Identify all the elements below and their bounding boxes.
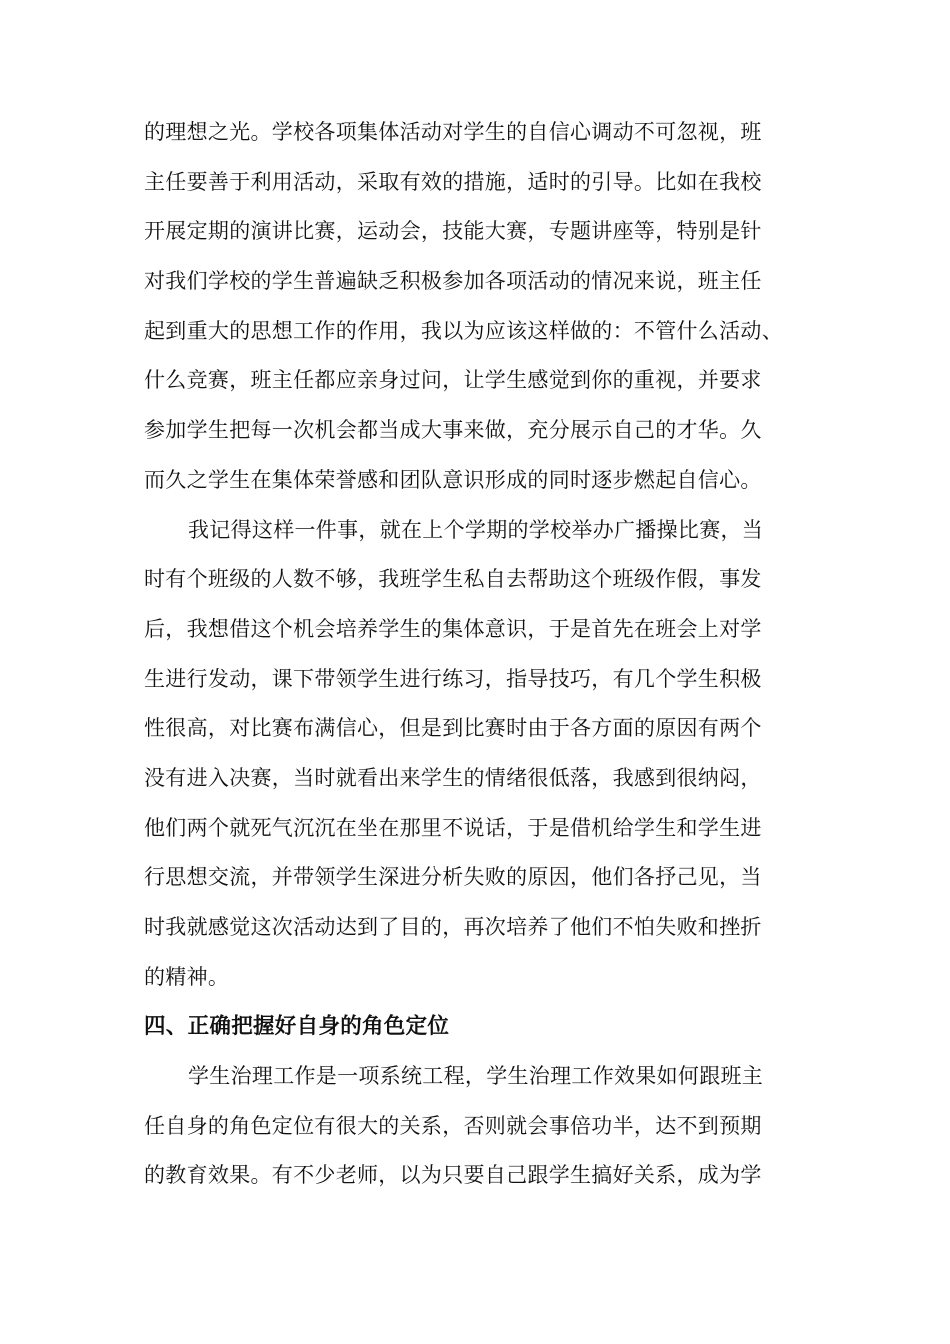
text-line: 后，我想借这个机会培养学生的集体意识，于是首先在班会上对学 bbox=[144, 616, 762, 641]
text-line: 时我就感觉这次活动达到了目的，再次培养了他们不怕失败和挫折 bbox=[144, 915, 762, 939]
document-body bbox=[144, 108, 799, 1201]
text-line: 的教育效果。有不少老师，以为只要自己跟学生搞好关系，成为学 bbox=[144, 1163, 762, 1188]
text-line: 他们两个就死气沉沉在坐在那里不说话，于是借机给学生和学生进 bbox=[144, 815, 762, 840]
text-line: 时有个班级的人数不够，我班学生私自去帮助这个班级作假，事发 bbox=[144, 567, 762, 592]
text-line: 什么竞赛，班主任都应亲身过问，让学生感觉到你的重视，并要求 bbox=[144, 368, 762, 393]
text-line: 而久之学生在集体荣誉感和团队意识形成的同时逐步燃起自信心。 bbox=[144, 467, 762, 492]
text-line: 起到重大的思想工作的作用，我以为应该这样做的：不管什么活动、 bbox=[144, 318, 783, 343]
text-line: 行思想交流，并带领学生深进分析失败的原因，他们各抒己见，当 bbox=[144, 865, 762, 890]
text-line: 开展定期的演讲比赛，运动会，技能大赛，专题讲座等，特别是针 bbox=[144, 219, 762, 244]
text-line: 没有进入决赛，当时就看出来学生的情绪很低落，我感到很纳闷， bbox=[144, 765, 762, 790]
text-line: 性很高，对比赛布满信心，但是到比赛时由于各方面的原因有两个 bbox=[144, 716, 762, 741]
text-line: 的理想之光。学校各项集体活动对学生的自信心调动不可忽视，班 bbox=[144, 120, 762, 144]
text-line: 主任要善于利用活动，采取有效的措施，适时的引导。比如在我校 bbox=[144, 169, 762, 194]
text-line: 对我们学校的学生普遍缺乏积极参加各项活动的情况来说，班主任 bbox=[144, 269, 762, 294]
text-line: 任自身的角色定位有很大的关系，否则就会事倍功半，达不到预期 bbox=[144, 1113, 762, 1138]
text-line: 生进行发动，课下带领学生进行练习，指导技巧，有几个学生积极 bbox=[144, 666, 762, 691]
text-line: 的精神。 bbox=[144, 964, 230, 989]
text-line: 参加学生把每一次机会都当成大事来做，充分展示自己的才华。久 bbox=[144, 418, 762, 443]
paragraph-start-line: 我记得这样一件事，就在上个学期的学校举办广播操比赛，当 bbox=[188, 517, 764, 542]
section-heading: 四、正确把握好自身的角色定位 bbox=[144, 1014, 450, 1040]
paragraph-start-line: 学生治理工作是一项系统工程，学生治理工作效果如何跟班主 bbox=[188, 1064, 764, 1089]
